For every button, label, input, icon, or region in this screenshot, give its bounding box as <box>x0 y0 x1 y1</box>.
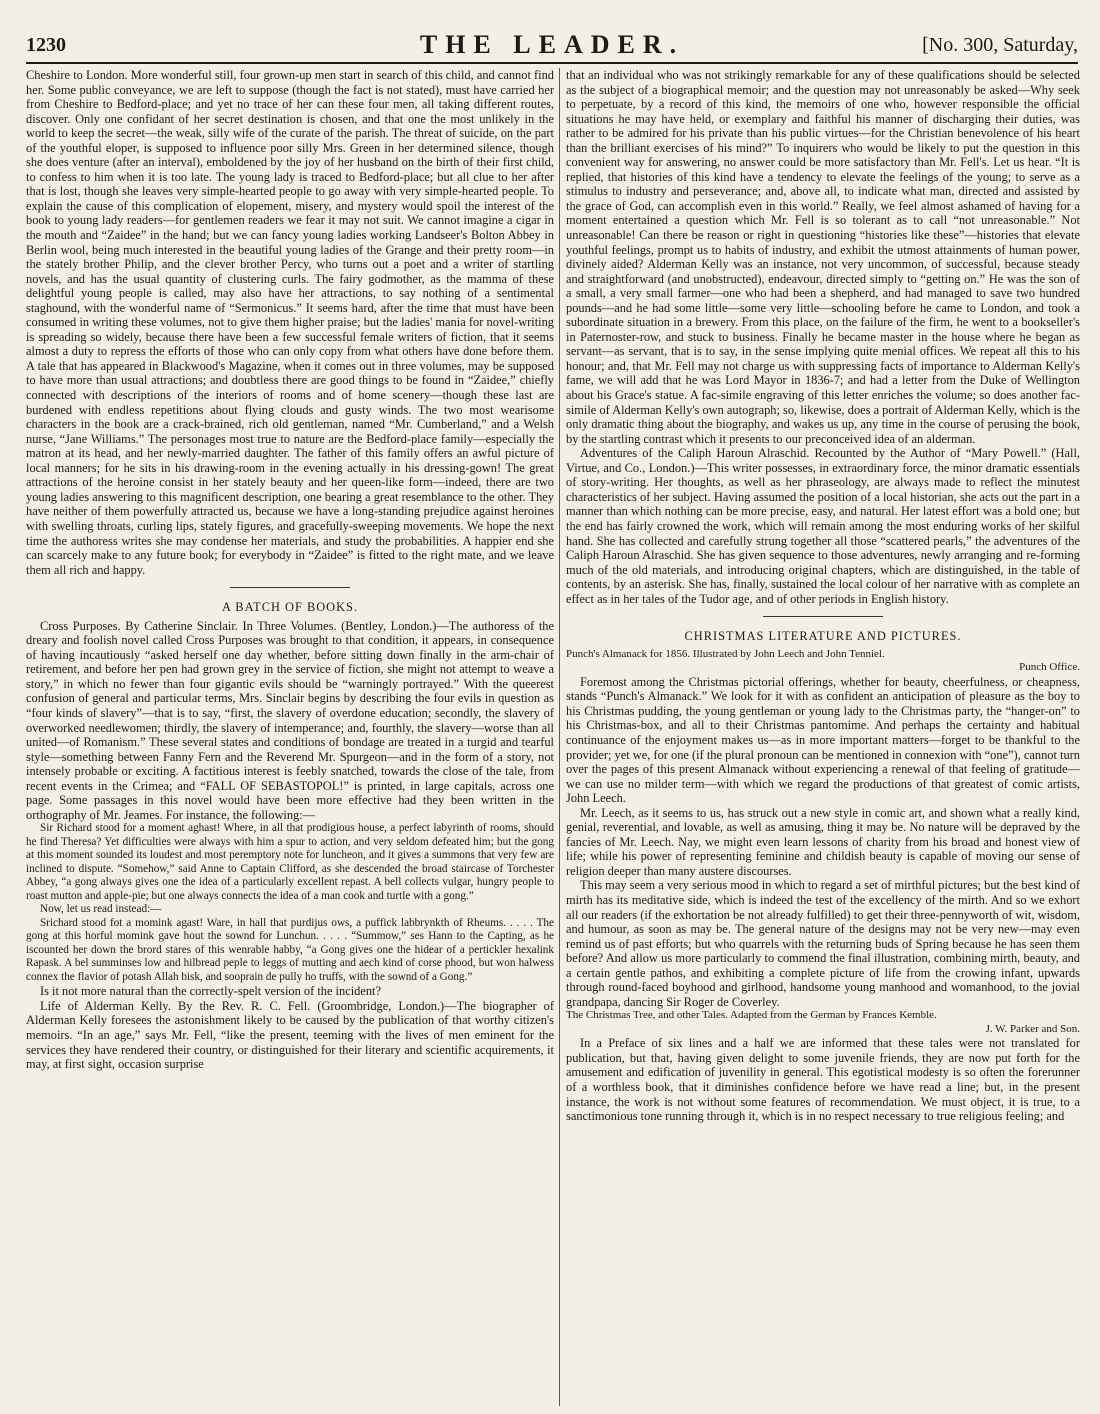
page-number: 1230 <box>26 34 66 56</box>
zaidee-review-continued: Cheshire to London. More wonderful still, four grown-up men start in search of this child, and cannot find her. Some public conveyance, we are left to suppose (though the fact is not stated), must have carried her from Cheshire to Bedford-place; and yet no trace of her can these four men, all taking different routes, discover. Only one confidant of her secret destination is chosen, and that one the most unlikely in the world to keep the secret—the weak, silly wife of the curate of the parish. The threat of suicide, on the part of the youthful eloper, is supposed to influence poor silly Mrs. Green in her determined silence, though she does venture (after an interval), emboldened by the joy of her husband on the birth of their first child, to confess to him when it is too late. The young lady is traced to Bedford-place; but all clue to her after that is lost, though she leaves very simple-hearted people to go away with very simple-hearted people. To explain the cause of this complication of elopement, misery, and mystery would spoil the interest of the book to young lady readers—for gentlemen readers we fear it may not suit. We cannot imagine a cigar in the mouth and “Zaidee” in the hand; but we can fancy young ladies working Landseer's Bolton Abbey in Berlin wool, being much interested in the beautiful young ladies of the Grange and their pretty room—in the stately brother Philip, and the clever brother Percy, who turns out a poet and a writer of startling novels, and has the usual quantity of clustering curls. The fairy godmother, as the mamma of these delightful young people is called, may also have her attractions, to say nothing of a sentimental staghound, with the wonderful name of “Sermonicus.” It seems hard, after the time that must have been consumed in writing these volumes, not to give them higher praise; but the ladies' mania for novel-writing is spreading so widely, because there have been a few successful female writers of fiction, that it seems almost a duty to repress the efforts of those who can only copy from what others have done before them. A tale that has appeared in Blackwood's Magazine, when it comes out in three volumes, may be supposed to have more than usual attractions; and doubtless there are good things to be found in “Zaidee,” chiefly connected with descriptions of the interiors of rooms and of home scenery—though these last are burdened with endless repetitions about flying clouds and gusty winds. The two most wearisome characters in the book are a crack-brained, rich old gentleman, named “Mr. Cumberland,” and a Welsh nurse, “Jane Williams.” The personages most true to nature are the Bedford-place family—especially the matron at its head, and her newly-married daughter. The father of this family offers an awful picture of local manners; for he sits in his drawing-room in the evening actually in his dressing-gown! The great attractions of the heroine consist in her stately beauty and her queen-like form—indeed, there are two young ladies answering to this magnificent description, one bearing a great resemblance to the other. They have neither of them powerfully attracted us, because we have a long-standing prejudice against heroines with swelling throats, curling lips, stately figures, and gracefully-sweeping movements. We hope the next time the authoress writes she may condense her materials, and study the probabilities. A happier end she can scarcely make to any future book; for everybody in “Zaidee” is fitted to the right mate, and we leave them all rich and happy. <box>26 68 554 577</box>
newspaper-title: THE LEADER. <box>419 30 685 59</box>
section-divider <box>763 616 883 617</box>
christmas-tree-review: In a Preface of six lines and a half we are informed that these tales were not translated for publication, but that, having given delight to some juvenile friends, they are now put forth for the amusement and edification of juvenility in general. This egotistical modesty is so often the forerunner of a worthless book, that it diminishes confidence before we have read a line; but, in the present instance, the work is not without some features of recommendation. We must object, it is true, to a sanctimonious tone running through it, which is in no respect necessary to true religious feeling; and <box>566 1036 1080 1124</box>
alderman-kelly-review: Life of Alderman Kelly. By the Rev. R. C. Fell. (Groombridge, London.)—The biographer of Alderman Kelly foresees the astonishment likely to be caused by the publication of that worthy citizen's memoirs. “In an age,” says Mr. Fell, “like the present, teeming with the lives of men eminent for the services they have rendered their country, or distinguished for their literary and scientific acquirements, it may, at first sight, occasion surprise <box>26 998 554 1072</box>
section-divider <box>230 587 350 588</box>
quoted-passage: Sir Richard stood for a moment aghast! Where, in all that prodigious house, a perfect labyrinth of rooms, should he find Theresa? Yet difficulties were always with him a spur to action, and very seldom defeated him; but the gong at this moment sounded its loudest and most peremptory note for luncheon, and it gives a summons that very few are inclined to dispute. “Somehow,” said Anne to Captain Clifford, as she descended the broad staircase of Torchester Abbey, “a gong always gives one the idea of a particularly excellent repast. A bell collects vulgar, hungry people to roast mutton and apple-pie; but one always connects the idea of a man cook and turtle with a gong.” <box>26 822 554 902</box>
punch-review: Foremost among the Christmas pictorial offerings, whether for beauty, cheerfulness, or cheapness, stands “Punch's Almanack.” We look for it with as confident an anticipation of pleasure as the boy to his Christmas pudding, the young gentleman or young lady to the Christmas party, the “hanger-on” to his Christmas-box, and all to their Christmas pantomime. And perhaps the certainty and habitual continuance of the enjoyment makes us—as in more important matters—forget to be thankful to the provider; yet we, for one (if the plural pronoun can be mentioned in connexion with “one”), cannot turn over the pages of this present Almanack without experiencing a renewal of that feeling of gratitude—we can use no milder term—with which we regard the productions of that greatest of comic artists, John Leech. <box>566 674 1080 806</box>
serious-mood-paragraph: This may seem a very serious mood in which to regard a set of mirthful pictures; but the best kind of mirth has its meditative side, which is indeed the test of the excellency of the mirth. And so we exhort all our readers (if the exhortation be not already fulfilled) to get their three-pennyworth of wit, wisdom, and humour, as soon as may be. The general nature of the designs may not be very new—may even remind us of past efforts; but who quarrels with the returning buds of Spring because he has seen them before? And allow us more particularly to commend the final illustration, combining mirth, beauty, and a certain gentle pathos, and exhibiting a complete picture of life from the crowing infant, upwards through round-faced boyhood and girlhood, handsome young manhood and womanhood, to the jovial grandpapa, dancing Sir Roger de Coverley. <box>566 878 1080 1009</box>
masthead <box>26 28 1078 64</box>
punch-almanack-title: Punch's Almanack for 1856. Illustrated by John Leech and John Tenniel. <box>566 647 885 660</box>
batch-of-books-heading: A BATCH OF BOOKS. <box>221 600 359 615</box>
leech-paragraph: Mr. Leech, as it seems to us, has struck out a new style in comic art, and shown what a really kind, genial, reverential, and lovable, as well as amusing, thing it may be. No nature will be depraved by the fancies of Mr. Leech. Nay, we might even learn lessons of charity from his broad and honest view of life; while his power of representing feminine and childish beauty is capable of moving our sense of religion deeper than many austere discourses. <box>566 805 1080 878</box>
now-let-us-read: Now, let us read instead:— <box>40 903 162 916</box>
is-it-not-question: Is it not more natural than the correctly-spelt version of the incident? <box>40 984 381 999</box>
alderman-kelly-review-continued: that an individual who was not strikingly remarkable for any of these qualifications should be selected as the subject of a biographical memoir; and the question may not unreasonably be asked—Why seek to perpetuate, by a record of this kind, the memoirs of one who, however responsible the official situations he may have held, or exemplary and faithful his manner of discharging their duties, was rather to be admired for his private than his public virtues—for the Christian benevolence of his heart than the brilliant exercises of his mind?” To inquirers who would be likely to put the question in this convenient way for answering, no answer could be more satisfactory than Mr. Fell's. Let us hear. “It is replied, that histories of this kind have a tendency to elevate the feelings of the young; to serve as a stimulus to industry and perseverance; and, above all, to indicate what man, directed and assisted by the grace of God, can accomplish even in this world.” Really, we feel almost ashamed of having for a moment entertained a question which Mr. Fell is so tolerant as to call “not unreasonable.” Not unreasonable! Can there be reason or right in questioning “histories like these”—histories that elevate youthful feelings, prompt us to habits of industry, and exhibit the utmost attainments of human power, divinely aided? Alderman Kelly was an instance, not very uncommon, of successful, because steady and straightforward (and unobstructed), endeavour, directed simply to “getting on.” He was the son of a small, a very small farmer—one who had been a shepherd, and had managed to save two hundred pounds—and he had some little—some very little—schooling before he came to London, and took a subordinate situation in a brewery. From this place, on the failure of the firm, he went to a bookseller's in Paternoster-row, and stuck to business. Finally he became master in the house where he began as servant—as servant, that is to say, in the sense implying quite menial offices. We repeat all this to his honour; and, that Mr. Fell may not charge us with suppressing facts of importance to Alderman Kelly's fame, we will add that he was Lord Mayor in 1836-7; and had a letter from the Duke of Wellington about his Grace's statue. A fac-simile engraving of this letter enriches the volume; so does another fac-simile of Alderman Kelly's own autograph; so, likewise, does a portrait of Alderman Kelly, which is the only dramatic thing about the biography, and wakes us up, any time in the course of perusing the book, by the startling contrast which it presents to our preconceived idea of an alderman. <box>566 68 1080 446</box>
phonetic-passage: Srichard stood fot a momink agast! Ware, in hall that purdijus ows, a puffick labbrynkth of Rheums. . . . . The gong at this horful momink gave hout the sownd for Lunchun. . . . . “Summow,” ses Hann to the Capting, as he iscounted her down the brord stares of this wenrable habby, “a Gong gives one the hidear of a pertickler hexalink Rapask. A bel summinses low and hilbread peple to leggs of mutting and aech kind of corse phood, but won halwess connex the flavior of potash Allah bisk, and sooprain de pully ho truffs, with the sownd of a Gong.” <box>26 916 554 983</box>
caliph-review: Adventures of the Caliph Haroun Alraschid. Recounted by the Author of “Mary Powell.” (Hall, Virtue, and Co., London.)—This writer possesses, in extraordinary force, the minor dramatic essentials of story-writing. Her thoughts, as well as her phraseology, are always made to reflect the minutest characteristics of her subject. Having assumed the position of a local historian, she acts out the part in a manner than which nothing can be more precise, easy, and natural. Her latest effort was a bold one; but the end has fairly crowned the work, which will remain among the most enduring works of her skilful hand. She has collected and carefully strung together all those “scattered pearls,” the adventures of the Caliph Haroun Alraschid. She has given sequence to those adventures, newly arranging and re-forming much of the old materials, and introducing original chapters, which are distinguished, in the table of contents, by an asterisk. She has, finally, sustained the local colour of her narrative with as complete an effect as in her tales of the Tudor age, and of other periods in English history. <box>566 446 1080 606</box>
christmas-tree-title: The Christmas Tree, and other Tales. Adapted from the German by Frances Kemble. <box>566 1009 937 1022</box>
christmas-tree-publisher: J. W. Parker and Son. <box>985 1022 1080 1035</box>
left-column <box>26 68 554 1406</box>
column-divider <box>559 68 560 1406</box>
cross-purposes-review: Cross Purposes. By Catherine Sinclair. In Three Volumes. (Bentley, London.)—The authoress of the dreary and foolish novel called Cross Purposes was brought to that condition, it appears, in consequence of having incautiously “asked herself one day whether, before sitting down finally in the arm-chair of retirement, and before her pen had grown grey in the service of fiction, she might not attempt to weave a story,” in which no fewer than four gigantic evils should be “warningly portrayed.” With the queerest confusion of general and particular terms, Mrs. Sinclair begins by describing the four evils in question as “four kinds of slavery”—that is to say, “first, the slavery of overdone education; secondly, the slavery of overworked needlewomen; thirdly, the slavery of intemperance; and, fourthly, the slavery—worse than all united—of Romanism.” These several states and conditions of bondage are treated in a turgid and tearful style—something between Fanny Fern and the Reverend Mr. Spurgeon—and in the form of a story, not intensely probable or exciting. A factitious interest is feebly snatched, towards the close of the tale, from recent events in the Crimea; and “FALL OF SEBASTOPOL!” is printed, in large capitals, across one page. Some passages in this novel would have been more effective had they been written in the orthography of Mr. Jeames. For instance, the following:— <box>26 618 554 822</box>
issue-info: [No. 300, Saturday, <box>922 34 1078 56</box>
christmas-literature-heading: CHRISTMAS LITERATURE AND PICTURES. <box>684 629 962 644</box>
right-column <box>566 68 1080 1406</box>
punch-office: Punch Office. <box>1019 661 1080 674</box>
